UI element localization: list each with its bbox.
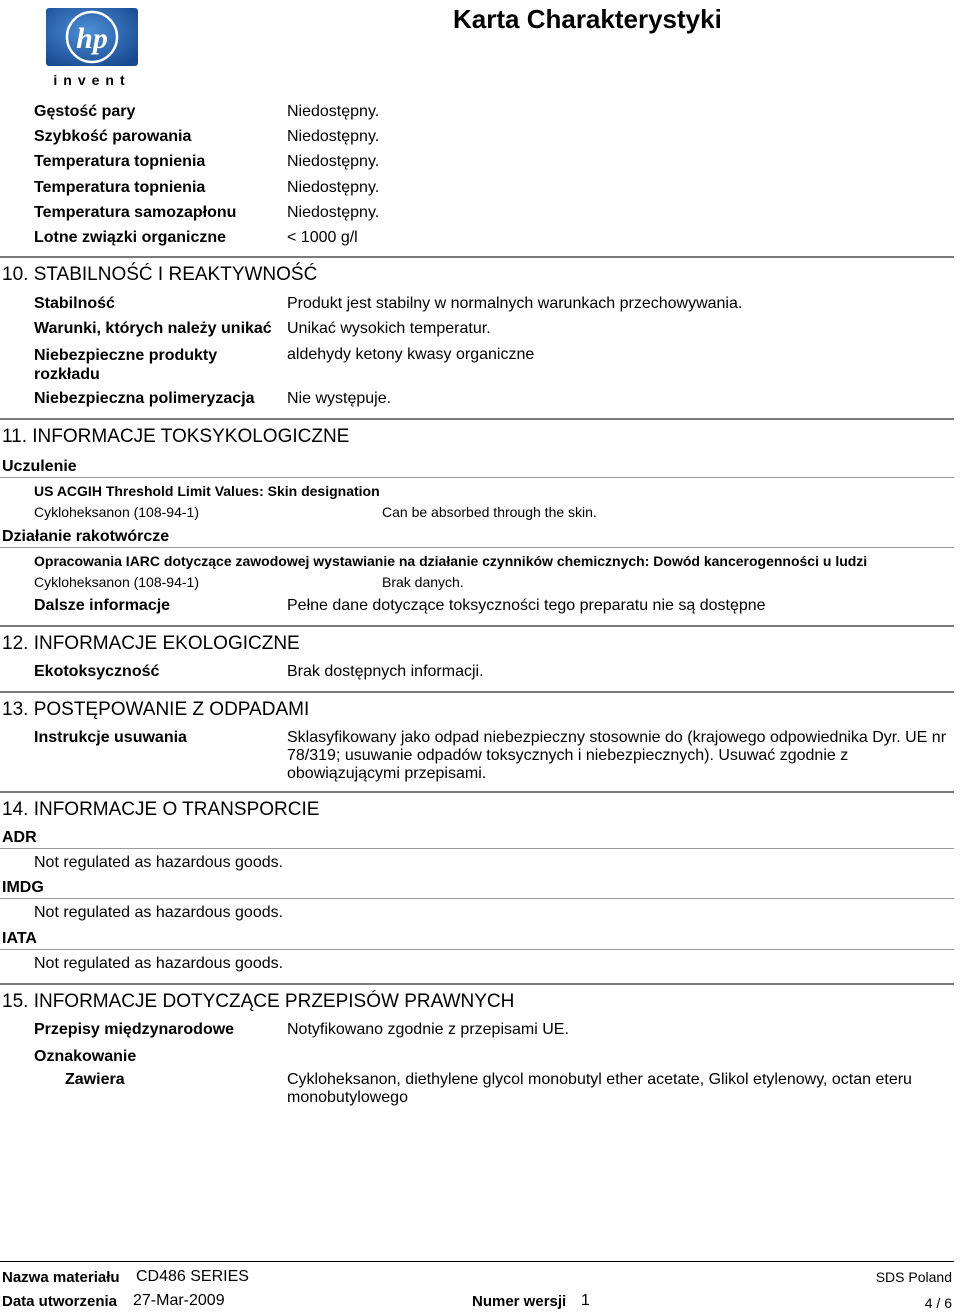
page-title: Karta Charakterystyki [453, 4, 722, 34]
disposal-value: Sklasyfikowany jako odpad niebezpieczny stosownie do (krajowego odpowiednika Dyr. UE nr 78/319; usuwanie odpadów toksycznych i niebezpiecznych). Usuwać zgodnie z obowiązującymi przepisami. [287, 729, 947, 782]
transport-iata-value: Not regulated as hazardous goods. [34, 955, 284, 972]
property-value: < 1000 g/l [287, 229, 358, 246]
contains-label: Zawiera [65, 1071, 125, 1088]
iarc-heading: Opracowania IARC dotyczące zawodowej wystawianie na działanie czynników chemicznych: Dowód kancerogenności u ludzi [34, 553, 868, 569]
property-label: Gęstość pary [34, 103, 136, 120]
conditions-label: Warunki, których należy unikać [34, 320, 272, 337]
section-11-title: 11. INFORMACJE TOKSYKOLOGICZNE [2, 426, 350, 447]
transport-mode-imdg: IMDG [2, 879, 44, 896]
subsection-divider [0, 848, 954, 849]
ecotoxicity-label: Ekotoksyczność [34, 663, 160, 680]
disposal-label: Instrukcje usuwania [34, 729, 187, 746]
version-value: 1 [581, 1292, 590, 1309]
property-value: Niedostępny. [287, 153, 380, 170]
sensitization-heading: Uczulenie [2, 458, 77, 475]
section-divider [0, 625, 954, 627]
contains-value: Cykloheksanon, diethylene glycol monobutyl ether acetate, Glikol etylenowy, octan eteru monobutylowego [287, 1071, 912, 1106]
international-regulations-label: Przepisy międzynarodowe [34, 1021, 235, 1038]
section-divider [0, 983, 954, 985]
section-divider [0, 418, 954, 420]
international-regulations-value: Notyfikowano zgodnie z przepisami UE. [287, 1021, 569, 1038]
property-value: Niedostępny. [287, 179, 380, 196]
creation-date-label: Data utworzenia [2, 1293, 118, 1310]
transport-mode-iata: IATA [2, 930, 37, 947]
labelling-heading: Oznakowanie [34, 1048, 137, 1065]
section-12-title: 12. INFORMACJE EKOLOGICZNE [2, 633, 300, 654]
decomposition-label: Niebezpieczne produkty rozkładu [34, 347, 218, 383]
polymerization-value: Nie występuje. [287, 390, 392, 407]
sds-region: SDS Poland [875, 1269, 952, 1285]
footer-divider [0, 1261, 954, 1262]
property-label: Temperatura topnienia [34, 179, 206, 196]
subsection-divider [0, 477, 954, 478]
property-label: Lotne związki organiczne [34, 229, 227, 246]
iarc-substance: Cykloheksanon (108-94-1) [34, 574, 199, 590]
transport-adr-value: Not regulated as hazardous goods. [34, 854, 284, 871]
creation-date-value: 27-Mar-2009 [133, 1292, 225, 1309]
acgih-heading: US ACGIH Threshold Limit Values: Skin designation [34, 483, 380, 499]
property-value: Niedostępny. [287, 128, 380, 145]
further-info-value: Pełne dane dotyczące toksyczności tego preparatu nie są dostępne [287, 597, 766, 614]
section-15-title: 15. INFORMACJE DOTYCZĄCE PRZEPISÓW PRAWNYCH [2, 991, 515, 1012]
property-label: Temperatura topnienia [34, 153, 206, 170]
polymerization-label: Niebezpieczna polimeryzacja [34, 390, 255, 407]
logo-tagline: invent [53, 72, 131, 88]
acgih-substance: Cykloheksanon (108-94-1) [34, 504, 199, 520]
subsection-divider [0, 949, 954, 950]
subsection-divider [0, 547, 954, 548]
stability-label: Stabilność [34, 295, 115, 312]
property-label: Temperatura samozapłonu [34, 204, 237, 221]
transport-imdg-value: Not regulated as hazardous goods. [34, 904, 284, 921]
section-divider [0, 691, 954, 693]
version-label: Numer wersji [472, 1293, 567, 1310]
iarc-value: Brak danych. [382, 574, 464, 590]
transport-mode-adr: ADR [2, 829, 37, 846]
logo-text: hp [76, 22, 108, 55]
hp-logo [44, 6, 140, 88]
decomposition-value: aldehydy ketony kwasy organiczne [287, 346, 535, 363]
carcinogenicity-heading: Działanie rakotwórcze [2, 528, 170, 545]
material-name-value: CD486 SERIES [136, 1268, 249, 1285]
section-divider [0, 256, 954, 258]
property-value: Niedostępny. [287, 103, 380, 120]
material-name-label: Nazwa materiału [2, 1269, 120, 1286]
property-label: Szybkość parowania [34, 128, 192, 145]
subsection-divider [0, 898, 954, 899]
property-value: Niedostępny. [287, 204, 380, 221]
ecotoxicity-value: Brak dostępnych informacji. [287, 663, 484, 680]
section-10-title: 10. STABILNOŚĆ I REAKTYWNOŚĆ [2, 264, 318, 285]
further-info-label: Dalsze informacje [34, 597, 171, 614]
acgih-value: Can be absorbed through the skin. [382, 504, 597, 520]
section-14-title: 14. INFORMACJE O TRANSPORCIE [2, 799, 320, 820]
stability-value: Produkt jest stabilny w normalnych warunkach przechowywania. [287, 295, 743, 312]
section-divider [0, 791, 954, 793]
conditions-value: Unikać wysokich temperatur. [287, 320, 491, 337]
section-13-title: 13. POSTĘPOWANIE Z ODPADAMI [2, 699, 310, 720]
page-number: 4 / 6 [924, 1295, 952, 1311]
